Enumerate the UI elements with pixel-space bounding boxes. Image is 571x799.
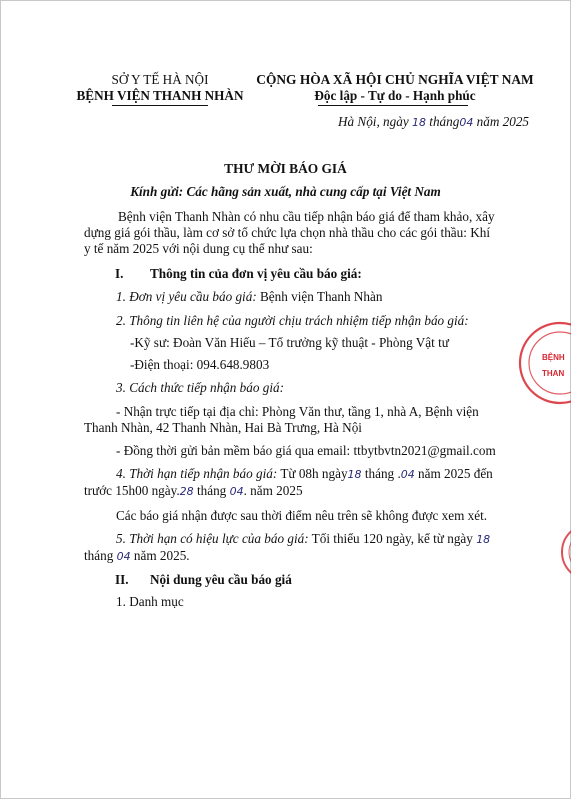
section-2-title: Nội dung yêu cầu báo giá [150,572,292,587]
intro-line-3: y tế năm 2025 với nội dung cụ thể như sau: [84,241,313,256]
validity-day-handwritten: 18 [476,533,491,546]
contact-heading: 2. Thông tin liên hệ của người chịu trách nhiệm tiếp nhận báo giá: [116,313,469,328]
deadline-end-month-handwritten: 04 [229,485,244,498]
hospital-seal-fragment [550,522,571,582]
direct-delivery-line-2: Thanh Nhàn, 42 Thanh Nhàn, Hai Bà Trưng, Hà Nội [84,420,362,435]
email-line: - Đồng thời gửi bản mềm báo giá qua email: ttbytbvtn2021@gmail.com [116,443,496,458]
document-title: THƯ MỜI BÁO GIÁ [224,161,347,176]
requester-line: 1. Đơn vị yêu cầu báo giá: Bệnh viện Thanh Nhàn [116,289,383,304]
intro-line-2: dựng giá gói thầu, làm cơ sở tổ chức lựa chọn nhà thầu cho các gói thầu: Khí [84,225,490,240]
section-1-number: I. [115,266,124,281]
deadline-line-1: 4. Thời hạn tiếp nhận báo giá: Từ 08h ngày18 tháng .04 năm 2025 đến [116,466,493,481]
validity-line-2: tháng 04 năm 2025. [84,548,190,563]
contact-phone: -Điện thoại: 094.648.9803 [130,357,270,372]
document-date: Hà Nội, ngày 18 tháng04 năm 2025 [338,114,530,129]
contact-engineer: -Kỹ sư: Đoàn Văn Hiếu – Tổ trưởng kỹ thuật - Phòng Vật tư [130,335,449,350]
validity-month-handwritten: 04 [116,550,131,563]
org-parent: SỞ Y TẾ HÀ NỘI [111,72,209,87]
deadline-start-day-handwritten: 18 [347,468,362,481]
deadline-start-month-handwritten: 04 [400,468,415,481]
late-submission-note: Các báo giá nhận được sau thời điểm nêu trên sẽ không được xem xét. [116,508,488,523]
section-1-title: Thông tin của đơn vị yêu cầu báo giá: [150,266,362,281]
receiving-method-heading: 3. Cách thức tiếp nhận báo giá: [116,380,284,395]
national-motto: Độc lập - Tự do - Hạnh phúc [314,88,476,103]
validity-line-1: 5. Thời hạn có hiệu lực của báo giá: Tối thiểu 120 ngày, kể từ ngày 18 [116,531,491,546]
section-2-item-1: 1. Danh mục [116,594,184,609]
national-title: CỘNG HÒA XÃ HỘI CHỦ NGHĨA VIỆT NAM [256,72,534,87]
date-month-handwritten: 04 [459,116,474,129]
stamp-text-mid: THAN [542,369,565,378]
deadline-line-2: trước 15h00 ngày.28 tháng 04. năm 2025 [84,483,303,498]
intro-line-1: Bệnh viện Thanh Nhàn có nhu cầu tiếp nhận báo giá để tham khảo, xây [118,209,495,224]
section-2-number: II. [115,572,129,587]
deadline-end-day-handwritten: 28 [179,485,194,498]
stamp-text-top: BỆNH [542,353,565,362]
date-day-handwritten: 18 [412,116,426,129]
salutation: Kính gửi: Các hãng sản xuất, nhà cung cấp tại Việt Nam [130,184,441,199]
motto-underline [318,105,468,106]
org-underline [112,105,208,106]
org-name: BỆNH VIỆN THANH NHÀN [76,88,244,103]
direct-delivery-line-1: - Nhận trực tiếp tại địa chỉ: Phòng Văn thư, tầng 1, nhà A, Bệnh viện [116,404,479,419]
hospital-seal-stamp [512,318,571,408]
